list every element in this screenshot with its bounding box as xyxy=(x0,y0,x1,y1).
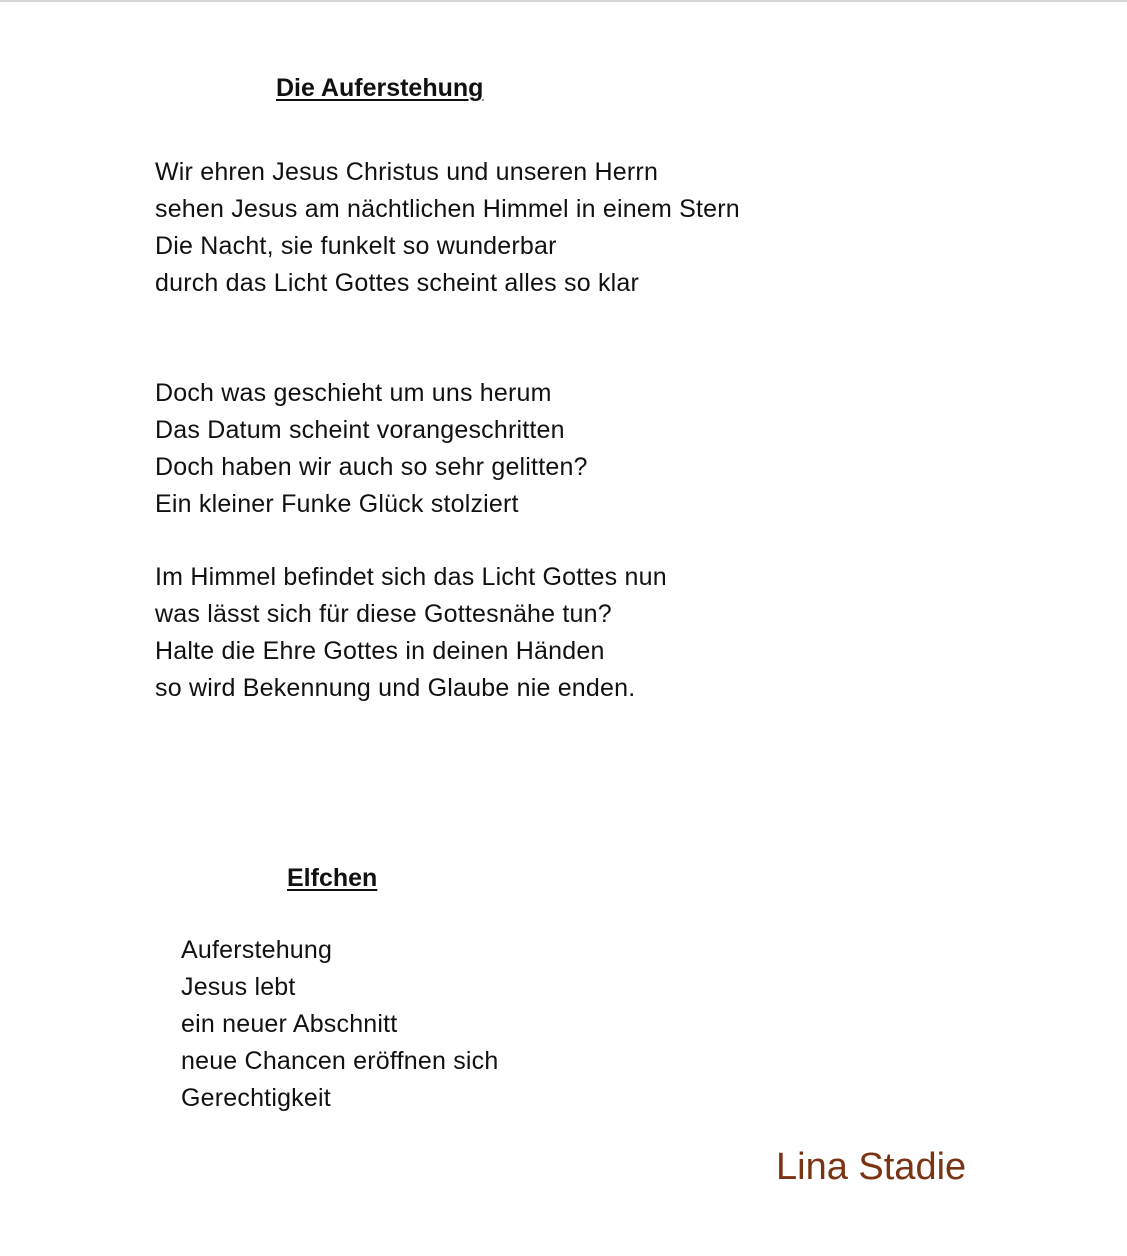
poem-line: was lässt sich für diese Gottesnähe tun? xyxy=(155,600,612,628)
poem-line: sehen Jesus am nächtlichen Himmel in einem Stern xyxy=(155,195,740,223)
elfchen-title: Elfchen xyxy=(287,864,378,892)
elfchen-line: ein neuer Abschnitt xyxy=(181,1010,398,1038)
poem-line: Doch was geschieht um uns herum xyxy=(155,379,552,407)
elfchen-line: neue Chancen eröffnen sich xyxy=(181,1047,499,1075)
poem-stanza-1 xyxy=(155,154,740,302)
poem-stanza-2 xyxy=(155,375,588,523)
poem-line: Doch haben wir auch so sehr gelitten? xyxy=(155,453,588,481)
elfchen-line: Gerechtigkeit xyxy=(181,1084,331,1112)
poem-line: durch das Licht Gottes scheint alles so klar xyxy=(155,269,640,297)
poem-stanza-3 xyxy=(155,559,667,707)
poem-line: Die Nacht, sie funkelt so wunderbar xyxy=(155,232,557,260)
elfchen-poem xyxy=(181,932,498,1117)
poem-line: Im Himmel befindet sich das Licht Gottes nun xyxy=(155,563,667,591)
poem-title: Die Auferstehung xyxy=(276,74,484,102)
poem-line: so wird Bekennung und Glaube nie enden. xyxy=(155,674,636,702)
author-signature: Lina Stadie xyxy=(776,1146,967,1188)
poem-line: Das Datum scheint vorangeschritten xyxy=(155,416,565,444)
poem-line: Halte die Ehre Gottes in deinen Händen xyxy=(155,637,605,665)
top-divider xyxy=(0,0,1127,2)
elfchen-line: Auferstehung xyxy=(181,936,333,964)
poem-line: Wir ehren Jesus Christus und unseren Herrn xyxy=(155,158,659,186)
poem-line: Ein kleiner Funke Glück stolziert xyxy=(155,490,519,518)
elfchen-line: Jesus lebt xyxy=(181,973,296,1001)
